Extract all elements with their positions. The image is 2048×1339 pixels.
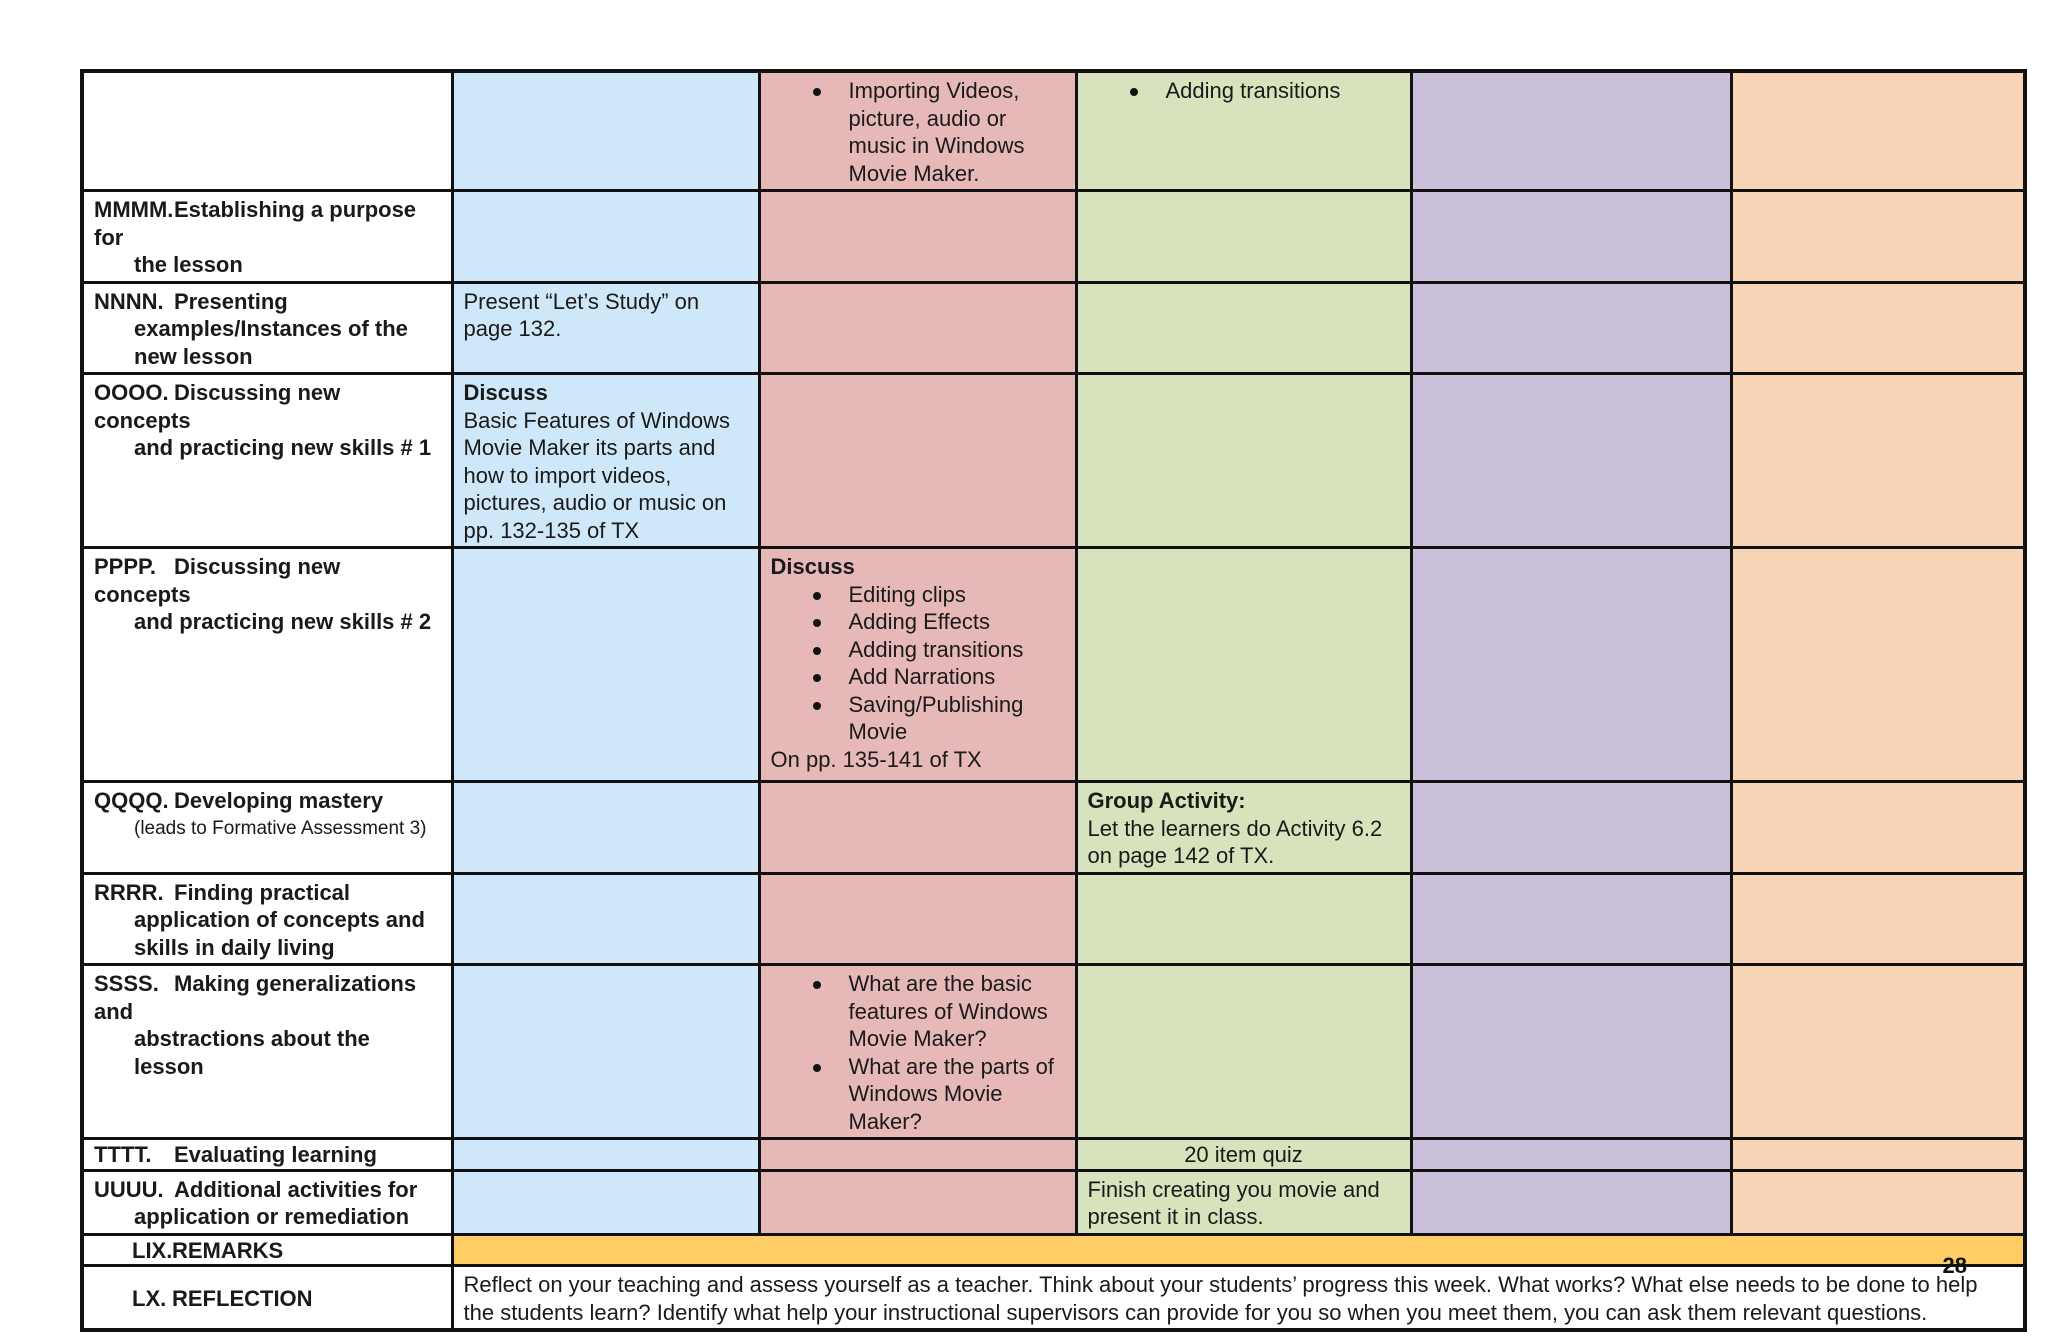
list-item: Add Narrations [771, 663, 1065, 691]
row-label-text: Evaluating learning [174, 1142, 377, 1167]
row-label [82, 1266, 452, 1331]
list-item: What are the basic features of Windows Movie Maker? [771, 970, 1065, 1053]
table-row [82, 965, 2025, 1139]
row-label [82, 782, 452, 874]
cell-day1 [452, 782, 759, 874]
cell-day1 [452, 548, 759, 782]
cell-day4 [1411, 965, 1731, 1139]
cell-day2 [759, 965, 1076, 1139]
row-label-text: application of concepts and skills in daily living [134, 907, 425, 960]
cell-day1 [452, 965, 759, 1139]
cell-day1 [452, 1139, 759, 1171]
bullet-list [1088, 77, 1400, 105]
table-row [82, 374, 2025, 548]
cell-day2 [759, 1139, 1076, 1171]
table-row [82, 873, 2025, 965]
cell-day4 [1411, 282, 1731, 374]
cell-day3 [1076, 873, 1411, 965]
list-item: Saving/Publishing Movie [771, 691, 1065, 746]
row-label [82, 1139, 452, 1171]
table-row [82, 282, 2025, 374]
row-label [82, 873, 452, 965]
row-code: LIX. [132, 1237, 173, 1263]
cell-day5 [1731, 191, 2025, 283]
row-label-text: application or remediation [134, 1204, 410, 1229]
row-label-text: abstractions about the lesson [134, 1026, 370, 1079]
cell-day5 [1731, 965, 2025, 1139]
cell-day2 [759, 282, 1076, 374]
row-label [82, 374, 452, 548]
cell-day3 [1076, 282, 1411, 374]
page-number: 28 [1942, 1253, 1967, 1278]
cell-text: On pp. 135-141 of TX [770, 746, 982, 772]
row-label-sub: (leads to Formative Assessment 3) [134, 817, 427, 839]
cell-heading: Discuss [770, 554, 855, 579]
cell-day1 [452, 71, 759, 191]
cell-day5 [1731, 873, 2025, 965]
bullet-list [771, 581, 1065, 746]
table-row [82, 1139, 2025, 1171]
cell-day1 [452, 374, 759, 548]
cell-day5 [1731, 1170, 2025, 1234]
cell-day3 [1076, 965, 1411, 1139]
cell-day1 [452, 1170, 759, 1234]
cell-day3 [1076, 191, 1411, 283]
row-label-text: the lesson [134, 252, 243, 277]
cell-day1 [452, 873, 759, 965]
cell-day5 [1731, 782, 2025, 874]
cell-day5 [1731, 374, 2025, 548]
cell-day4 [1411, 191, 1731, 283]
row-label-text: REFLECTION [172, 1285, 313, 1311]
list-item: Importing Videos, picture, audio or music in Windows Movie Maker. [771, 77, 1065, 187]
table-row [82, 1266, 2025, 1331]
list-item: Adding transitions [771, 636, 1065, 664]
remarks-cell [452, 1234, 2025, 1266]
cell-day2 [759, 191, 1076, 283]
row-label [82, 282, 452, 374]
cell-heading: Discuss [463, 380, 548, 405]
row-label-text: Making generalizations and [94, 971, 417, 1024]
cell-day2 [759, 782, 1076, 874]
cell-day2 [759, 548, 1076, 782]
list-item: Editing clips [771, 581, 1065, 609]
row-label-text: Presenting [174, 288, 288, 314]
row-label [82, 191, 452, 283]
cell-day5 [1731, 71, 2025, 191]
table-row [82, 782, 2025, 874]
list-item: What are the parts of Windows Movie Maker? [771, 1053, 1065, 1136]
cell-day4 [1411, 1170, 1731, 1234]
row-label [82, 1234, 452, 1266]
cell-day4 [1411, 873, 1731, 965]
row-code: LX. [132, 1285, 167, 1311]
row-label-text: Additional activities for [174, 1176, 418, 1202]
row-label-text: REMARKS [172, 1237, 284, 1263]
table-row [82, 1170, 2025, 1234]
bullet-list [771, 970, 1065, 1135]
row-label [82, 1170, 452, 1234]
row-code: UUUU. [94, 1176, 164, 1202]
row-label-text: Developing mastery [174, 788, 384, 813]
cell-day4 [1411, 548, 1731, 782]
cell-text: Reflect on your teaching and assess yourself as a teacher. Think about your students’ progress this week. What works? What else needs to be done to help the students learn? Identify what help your instructional supervisors can provide for you so when you meet them, you can ask them relevant questions. [463, 1272, 1978, 1325]
cell-day5 [1731, 282, 2025, 374]
row-label-text: Establishing a purpose for [94, 197, 417, 250]
cell-day4 [1411, 71, 1731, 191]
list-item: Adding transitions [1088, 77, 1400, 105]
row-label [82, 965, 452, 1139]
cell-day5 [1731, 1139, 2025, 1171]
table-row [82, 191, 2025, 283]
row-label [82, 71, 452, 191]
cell-day3 [1076, 782, 1411, 874]
cell-day3 [1076, 374, 1411, 548]
row-label [82, 548, 452, 782]
cell-day3 [1076, 1170, 1411, 1234]
table-row [82, 548, 2025, 782]
lesson-log-table [80, 69, 2027, 1332]
reflection-cell [452, 1266, 2025, 1331]
cell-day4 [1411, 374, 1731, 548]
row-label-text: and practicing new skills # 1 [134, 435, 432, 460]
cell-day2 [759, 374, 1076, 548]
row-label-text: Discussing new concepts [94, 554, 341, 607]
cell-day4 [1411, 1139, 1731, 1171]
row-code: MMMM. [94, 197, 174, 222]
cell-heading: Group Activity: [1087, 788, 1246, 813]
cell-day2 [759, 1170, 1076, 1234]
cell-text: Finish creating you movie and present it in class. [1087, 1176, 1380, 1229]
row-code: RRRR. [94, 879, 164, 905]
cell-text: 20 item quiz [1184, 1142, 1303, 1167]
cell-day5 [1731, 548, 2025, 782]
list-item: Adding Effects [771, 608, 1065, 636]
cell-text: Let the learners do Activity 6.2 on page 142 of TX. [1087, 815, 1383, 868]
cell-text: Present “Let’s Study” on page 132. [463, 288, 700, 341]
bullet-list [771, 77, 1065, 187]
row-code: PPPP. [94, 554, 156, 579]
cell-text: Basic Features of Windows Movie Maker its parts and how to import videos, pictures, audio or music on pp. 132-135 of TX [463, 407, 731, 543]
row-code: OOOO. [94, 380, 169, 405]
row-label-text: Discussing new concepts [94, 380, 341, 433]
row-code: SSSS. [94, 971, 159, 996]
cell-day1 [452, 191, 759, 283]
row-label-text: Finding practical [174, 879, 351, 905]
row-code: NNNN. [94, 288, 164, 314]
row-label-text: examples/Instances of the new lesson [134, 316, 408, 369]
cell-day2 [759, 873, 1076, 965]
row-code: TTTT. [94, 1142, 152, 1167]
cell-day3 [1076, 548, 1411, 782]
table-row [82, 71, 2025, 191]
cell-day4 [1411, 782, 1731, 874]
row-label-text: and practicing new skills # 2 [134, 609, 432, 634]
cell-day3 [1076, 71, 1411, 191]
table-row [82, 1234, 2025, 1266]
cell-day3 [1076, 1139, 1411, 1171]
cell-day2 [759, 71, 1076, 191]
row-code: QQQQ. [94, 788, 169, 813]
cell-day1 [452, 282, 759, 374]
